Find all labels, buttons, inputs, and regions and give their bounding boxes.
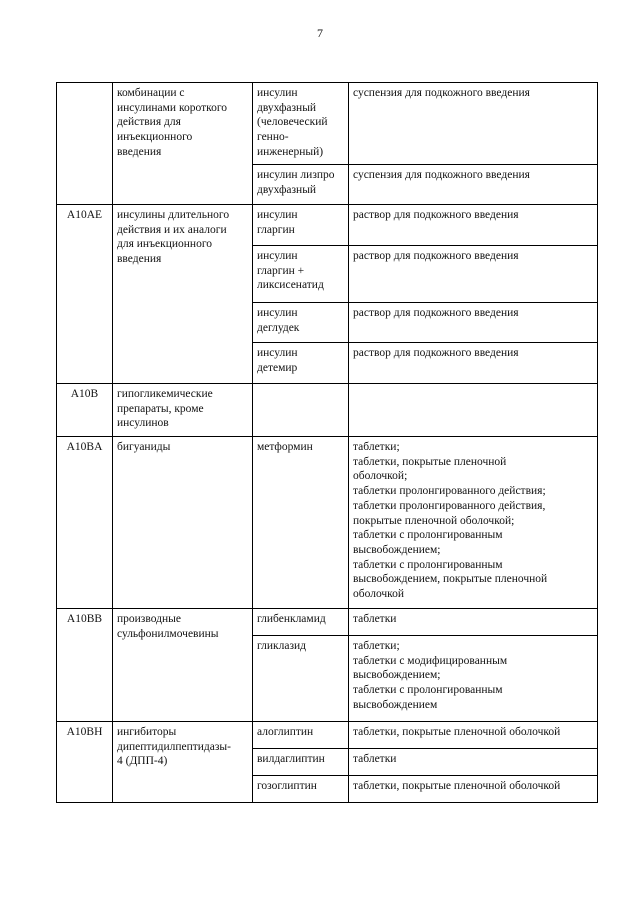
- dosage-form-cell: раствор для подкожного введения: [349, 205, 598, 246]
- drug-name-cell: инсулин деглудек: [253, 303, 349, 343]
- atc-code-cell: A10B: [57, 384, 113, 437]
- drug-name-cell: инсулин гларгин + ликсисенатид: [253, 246, 349, 303]
- drug-name-cell: [253, 384, 349, 437]
- drug-name-cell: алоглиптин: [253, 722, 349, 749]
- dosage-form-cell: таблетки: [349, 749, 598, 776]
- table-row: [57, 205, 598, 246]
- group-cell: бигуаниды: [113, 437, 253, 609]
- atc-code-cell: [57, 83, 113, 205]
- table-row: [57, 609, 598, 636]
- group-cell: ингибиторы дипептидилпептидазы- 4 (ДПП-4): [113, 722, 253, 803]
- group-cell: комбинации с инсулинами короткого действия для инъекционного введения: [113, 83, 253, 205]
- table-row: [57, 83, 598, 165]
- table-row: [57, 722, 598, 749]
- dosage-form-cell: раствор для подкожного введения: [349, 246, 598, 303]
- atc-code-cell: A10BH: [57, 722, 113, 803]
- drug-name-cell: инсулин двухфазный (человеческий генно- инженерный): [253, 83, 349, 165]
- dosage-form-cell: таблетки, покрытые пленочной оболочкой: [349, 776, 598, 803]
- group-cell: инсулины длительного действия и их аналоги для инъекционного введения: [113, 205, 253, 384]
- table-row: [57, 384, 598, 437]
- dosage-form-cell: таблетки; таблетки, покрытые пленочной оболочкой; таблетки пролонгированного действия; таблетки пролонгированного действия, покрытые пленочной оболочкой; таблетки с пролонгированным высвобождением; таблетки с пролонгированным высвобождением, покрытые пленочной оболочкой: [349, 437, 598, 609]
- table-row: [57, 437, 598, 609]
- atc-code-cell: A10BA: [57, 437, 113, 609]
- dosage-form-cell: суспензия для подкожного введения: [349, 83, 598, 165]
- drug-name-cell: инсулин детемир: [253, 343, 349, 384]
- atc-code-cell: A10BB: [57, 609, 113, 722]
- dosage-form-cell: таблетки; таблетки с модифицированным высвобождением; таблетки с пролонгированным высвобождением: [349, 636, 598, 722]
- page-number: 7: [317, 26, 323, 40]
- drug-name-cell: метформин: [253, 437, 349, 609]
- drug-name-cell: инсулин гларгин: [253, 205, 349, 246]
- drug-classification-table: [56, 82, 598, 803]
- drug-name-cell: гозоглиптин: [253, 776, 349, 803]
- drug-name-cell: гликлазид: [253, 636, 349, 722]
- dosage-form-cell: таблетки, покрытые пленочной оболочкой: [349, 722, 598, 749]
- group-cell: производные сульфонилмочевины: [113, 609, 253, 722]
- dosage-form-cell: раствор для подкожного введения: [349, 343, 598, 384]
- dosage-form-cell: [349, 384, 598, 437]
- group-cell: гипогликемические препараты, кроме инсулинов: [113, 384, 253, 437]
- dosage-form-cell: таблетки: [349, 609, 598, 636]
- drug-name-cell: глибенкламид: [253, 609, 349, 636]
- dosage-form-cell: суспензия для подкожного введения: [349, 165, 598, 205]
- drug-name-cell: вилдаглиптин: [253, 749, 349, 776]
- atc-code-cell: A10AE: [57, 205, 113, 384]
- dosage-form-cell: раствор для подкожного введения: [349, 303, 598, 343]
- drug-name-cell: инсулин лизпро двухфазный: [253, 165, 349, 205]
